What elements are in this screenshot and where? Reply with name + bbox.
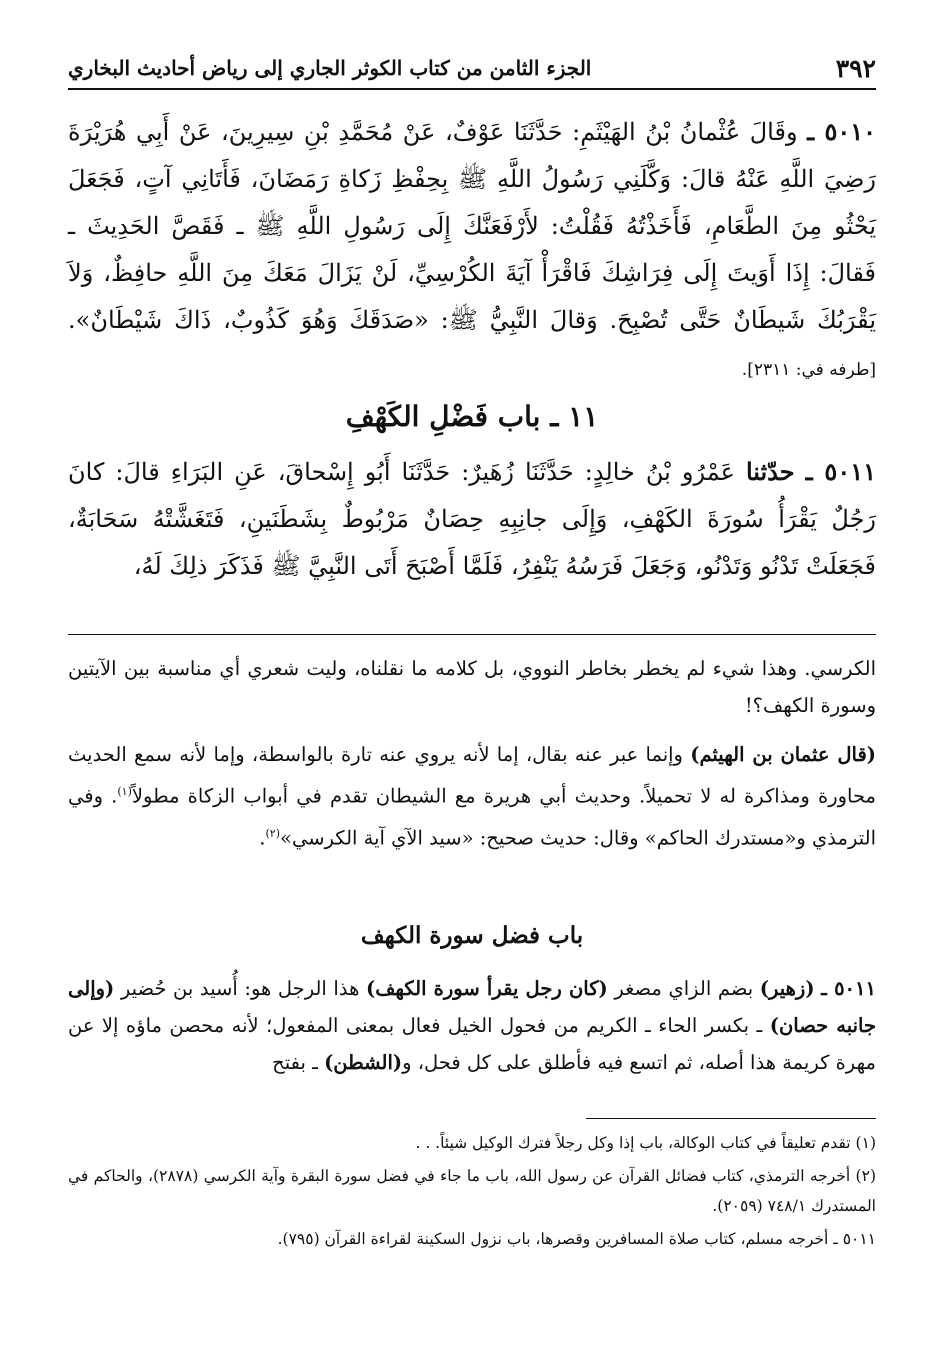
hadith-number: ٥٠١١ ـ: [805, 457, 876, 486]
hadith-5010: [68, 108, 876, 394]
commentary-text: .: [259, 826, 266, 849]
page-header: [68, 48, 876, 90]
footnote-number: (١): [855, 1134, 876, 1152]
commentary-paragraph: [68, 736, 876, 856]
footnote-number: (٢): [855, 1167, 876, 1185]
text-divider: [68, 634, 876, 635]
footnote-divider: [586, 1118, 876, 1119]
commentary-paragraph: الكرسي. وهذا شيء لم يخطر بخاطر النووي، بل كلامه ما نقلناه، وليت شعري أي مناسبة بين الآيتين وسورة الكهف؟!: [68, 657, 876, 717]
commentary-paragraph: [68, 970, 876, 1081]
hadith-reference: [طرفه في: ٢٣١١].: [741, 360, 876, 380]
commentary-text: . وفي الترمذي و«مستدرك الحاكم» وقال: حديث صحيح: «سيد الآي آية الكرسي»: [68, 784, 876, 849]
page-number: ٣٩٢: [835, 53, 876, 83]
commentary-text: ـ بكسر الحاء ـ الكريم من فحول الخيل فعال بمعنى المفعول؛ لأنه محصن ماؤه إلا عن مهرة كريمة هذا أصله، ثم اتسع فيه فأطلق على كل فحل، و: [68, 1014, 876, 1074]
commentary-text: وإنما عبر عنه بقال، إما لأنه يروي عنه تارة بالواسطة، وإما لأنه سمع الحديث محاورة ومذاكرة له لا تحميلاً. وحديث أبي هريرة مع الشيطان تقدم في أبواب الزكاة مطولاً: [68, 743, 877, 808]
commentary-lower: [68, 970, 876, 1093]
running-title: الجزء الثامن من كتاب الكوثر الجاري إلى رياض أحاديث البخاري: [68, 56, 592, 80]
footnote: [68, 1128, 876, 1158]
hadith-text: وقَالَ عُثْمانُ بْنُ الهَيْثَمِ: حَدَّثَنَا عَوْفٌ، عَنْ مُحَمَّدِ بْنِ سِيرِينَ، عَنْ أَبِي هُرَيْرَةَ رَضِيَ اللَّهِ عَنْهُ قالَ: وَكَّلَنِي رَسُولُ اللَّهِ ﷺ بِحِفْظِ زَكاةِ رَمَضَانَ، فَأَتَانِي آتٍ، فَجَعَلَ يَحْثُو مِنَ الطَّعَامِ، فَأَخَذْتُهُ فَقُلْتُ: لأَرْفَعَنَّكَ إِلَى رَسُولِ اللَّهِ ﷺ ـ فَقَصَّ الحَدِيثَ ـ فَقالَ: إِذَا أَوَيتَ إِلَى فِرَاشِكَ فَاقْرَأْ آيَةَ الكُرْسِيِّ، لَنْ يَزَالَ مَعَكَ مِنَ اللَّهِ حافِظٌ، وَلاَ يَقْرَبُكَ شَيطَانٌ حَتَّى تُصْبِحَ. وَقالَ النَّبِيُّ ﷺ: «صَدَقَكَ وَهُوَ كَذُوبٌ، ذَاكَ شَيْطَانٌ».: [68, 118, 876, 334]
quoted-phrase: (زهير): [759, 977, 815, 1000]
footnote: ٥٠١١ ـ أخرجه مسلم، كتاب صلاة المسافرين وقصرها، باب نزول السكينة لقراءة القرآن (٧٩٥).: [277, 1230, 876, 1248]
footnotes: [68, 1128, 876, 1257]
commentary-text: ـ بفتح: [272, 1051, 318, 1074]
quoted-phrase: (الشطن): [324, 1051, 403, 1074]
hadith-5011: [68, 448, 876, 590]
footnote: [68, 1161, 876, 1221]
hadith-number: ٥٠١٠ ـ: [807, 117, 876, 146]
hadith-text: عَمْرُو بْنُ خالِدٍ: حَدَّثَنَا زُهَيرٌ: حَدَّثَنَا أَبُو إِسْحاقَ، عَنِ البَرَاءِ قالَ: كانَ رَجُلٌ يَقْرَأُ سُورَةَ الكَهْفِ، وَإِلَى جانِبِهِ حِصَانٌ مَرْبُوطٌ بِشَطَنَينِ، فَتَغَشَّتْهُ سَحَابَةٌ، فَجَعَلَتْ تَدْنُو وَتَدْنُو، وَجَعَلَ فَرَسُهُ يَنْفِرُ، فَلَمَّا أَصْبَحَ أَتَى النَّبِيَّ ﷺ فَذَكَرَ ذلِكَ لَهُ،: [68, 458, 876, 580]
chapter-title: ١١ ـ باب فَضْلِ الكَهْفِ: [345, 400, 599, 433]
quoted-phrase: (كان رجل يقرأ سورة الكهف): [365, 977, 608, 1000]
footnote-text: تقدم تعليقاً في كتاب الوكالة، باب إذا وكل رجلاً فترك الوكيل شيئاً. . .: [415, 1134, 851, 1152]
footnote-marker: (١): [117, 785, 132, 798]
quoted-phrase: (وإلى جانبه حصان): [68, 977, 876, 1037]
commentary-text: هذا الرجل هو: أُسيد بن حُضير: [120, 977, 360, 1000]
footnote-text: أخرجه الترمذي، كتاب فضائل القرآن عن رسول الله، باب ما جاء في فضل سورة البقرة وآية الكرسي (٢٨٧٨)، والحاكم في المستدرك ٧٤٨/١ (٢٠٥٩).: [68, 1167, 876, 1215]
commentary-chapter-title: باب فضل سورة الكهف: [360, 922, 584, 949]
quoted-phrase: (قال عثمان بن الهيثم): [690, 743, 876, 766]
footnote-marker: (٢): [265, 826, 281, 840]
commentary-upper: [68, 650, 876, 868]
hadith-number: ٥٠١١ ـ: [821, 977, 876, 1000]
hadith-lead: حدّثنا: [745, 457, 795, 486]
commentary-text: بضم الزاي مصغر: [614, 977, 754, 1000]
